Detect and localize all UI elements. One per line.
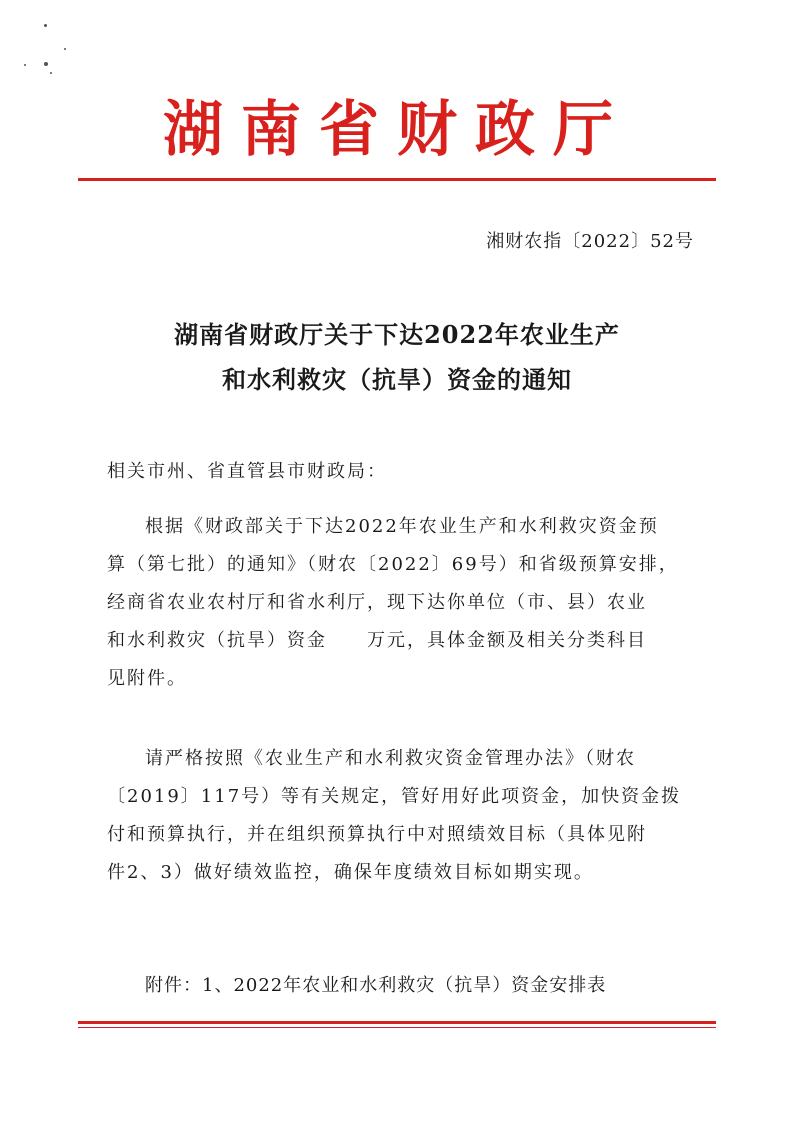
paragraph-1-line-4: 和水利救灾（抗旱）资金 万元，具体金额及相关分类科目 — [107, 630, 647, 651]
paragraph-1-line-2: 算（第七批）的通知》（财农〔2022〕69号）和省级预算安排， — [107, 554, 679, 575]
footer-red-rule-thick — [78, 1021, 716, 1024]
paragraph-1-line-5: 见附件。 — [107, 668, 187, 689]
paragraph-2-line-4: 件2、3）做好绩效监控，确保年度绩效目标如期实现。 — [107, 862, 594, 883]
attachment-list: 附件：1、2022年农业和水利救灾（抗旱）资金安排表 — [145, 975, 607, 996]
document-title — [80, 312, 714, 402]
paragraph-2-line-2: 〔2019〕117号）等有关规定，管好用好此项资金，加快资金拨 — [107, 786, 682, 807]
paragraph-1-line-1: 根据《财政部关于下达2022年农业生产和水利救灾资金预 — [145, 516, 659, 537]
document-title-line-2: 和水利救灾（抗旱）资金的通知 — [222, 365, 572, 394]
paragraph-2-line-3: 付和预算执行，并在组织预算执行中对照绩效目标（具体见附 — [107, 824, 647, 845]
paragraph-1-line-3: 经商省农业农村厅和省水利厅，现下达你单位（市、县）农业 — [107, 592, 647, 613]
paragraph-2-line-1: 请严格按照《农业生产和水利救灾资金管理办法》（财农 — [145, 748, 636, 769]
body-paragraph-1 — [107, 508, 697, 698]
footer-red-rule-thin — [78, 1027, 716, 1028]
header-red-rule — [78, 178, 716, 181]
document-number: 湘财农指〔2022〕52号 — [486, 231, 694, 252]
document-title-line-1: 湖南省财政厅关于下达2022年农业生产 — [174, 320, 620, 349]
body-paragraph-2 — [107, 740, 697, 892]
issuing-organization-header: 湖南省财政厅 — [163, 95, 631, 165]
salutation: 相关市州、省直管县市财政局： — [107, 461, 387, 482]
